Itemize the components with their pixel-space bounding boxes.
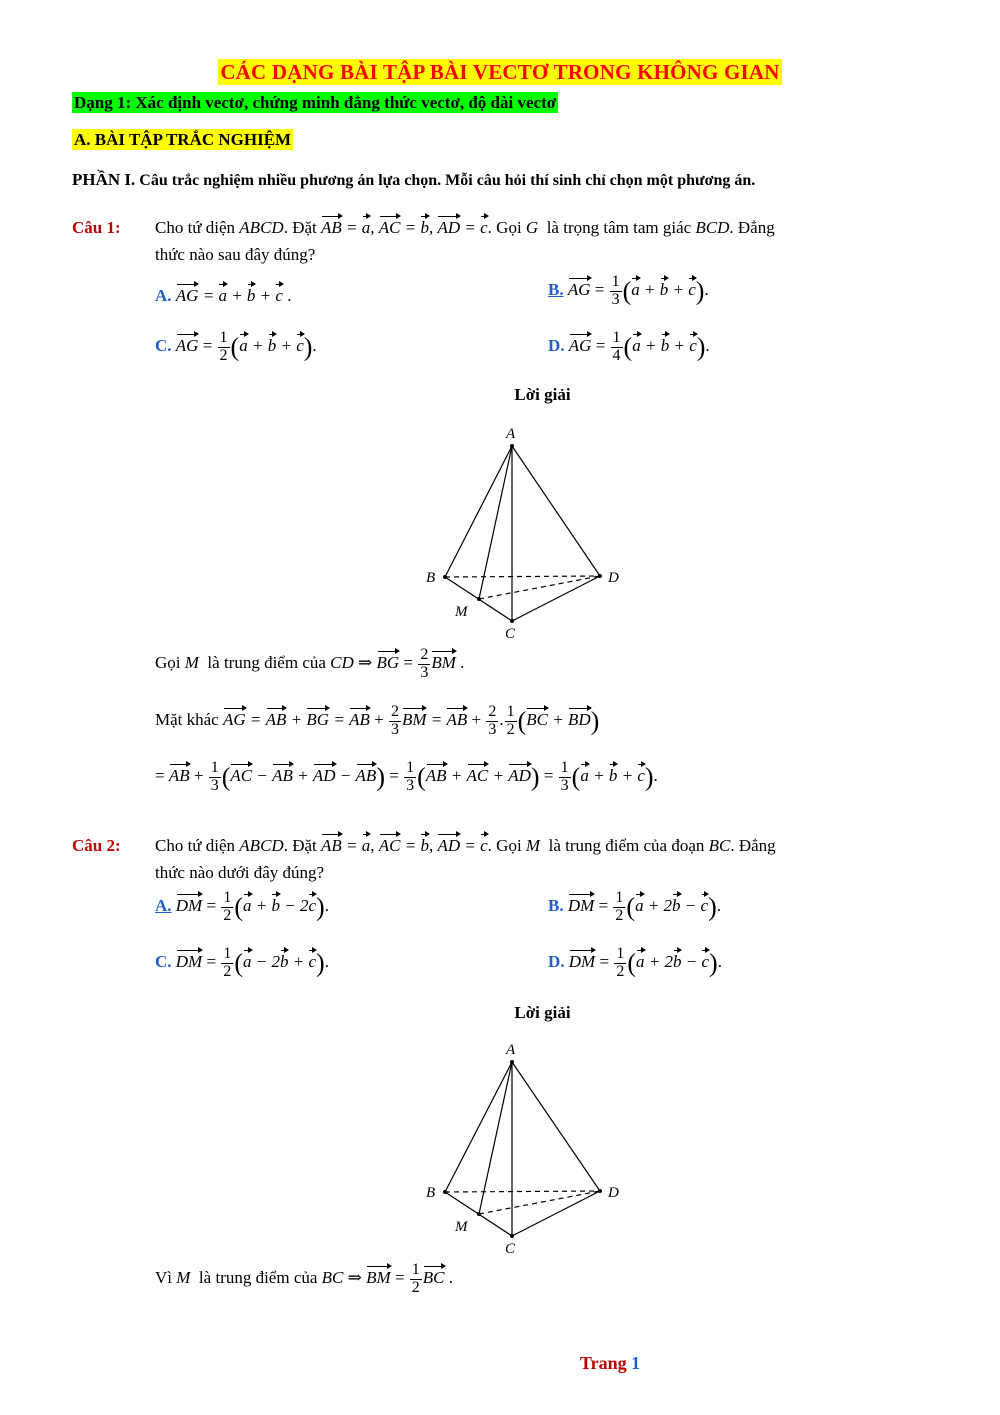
q2-option-d[interactable]: D. DM = $\frac{1}{2}$ (a + 2b − c). xyxy=(548,945,722,980)
tetrahedron-figure-1 xyxy=(400,420,640,645)
q1-option-a[interactable]: A. AG = a + b + c . xyxy=(155,286,292,305)
page-footer: Trang 1 xyxy=(579,1353,641,1373)
q1-solution-line-1: Gọi M là trung điểm của CD ⇒ BG = $\frac{2}{3}$ BM . xyxy=(155,646,465,681)
page-title: CÁC DẠNG BÀI TẬP BÀI VECTƠ TRONG KHÔNG GIAN xyxy=(220,60,780,84)
q2-solution-heading: Lời giải xyxy=(514,1003,571,1022)
q2-option-b[interactable]: B. DM = $\frac{1}{2}$ (a + 2b − c). xyxy=(548,889,721,924)
vertex-label-d: D xyxy=(608,570,619,586)
q1-solution-line-2: Mặt khác AG = AB + BG = AB + $\frac{2}{3}$ BM = AB + $\frac{2}{3}$ . $\frac{1}{2}$ (BC + BD) xyxy=(155,703,600,738)
vertex-label-b: B xyxy=(426,570,436,586)
vertex-label-c: C xyxy=(505,1241,516,1257)
q2-option-c[interactable]: C. DM = $\frac{1}{2}$ (a − 2b + c). xyxy=(155,945,329,980)
vertex-label-d: D xyxy=(608,1185,619,1201)
q1-option-b[interactable]: B. AG = $\frac{1}{3}$ (a + b + c). xyxy=(548,273,709,308)
vertex-label-b: B xyxy=(426,1185,436,1201)
question-1-text: Cho tứ diện ABCD. Đặt AB = a, AC = b, AD = c. Gọi G là trọng tâm tam giác BCD. Đẳng xyxy=(155,218,775,237)
vertex-label-a: A xyxy=(506,426,516,442)
page-number: 1 xyxy=(631,1353,641,1373)
q2-option-a[interactable]: A. DM = $\frac{1}{2}$ (a + b − 2c). xyxy=(155,889,329,924)
dang-heading: Dạng 1: Xác định vectơ, chứng minh đẳng thức vectơ, độ dài vectơ xyxy=(74,93,557,112)
point-label-m: M xyxy=(455,1219,468,1235)
q1-solution-line-3: = AB + $\frac{1}{3}$ (AC − AB + AD − AB) = $\frac{1}{3}$ (AB + AC + AD) = $\frac{1}{3}$ (a + b + c). xyxy=(155,759,658,794)
part-instruction: PHẦN I. Câu trắc nghiệm nhiều phương án lựa chọn. Mỗi câu hỏi thí sinh chỉ chọn một phương án. xyxy=(72,170,756,189)
question-2-text-2: thức nào dưới đây đúng? xyxy=(155,863,325,882)
vertex-label-c: C xyxy=(505,626,516,642)
q1-solution-heading: Lời giải xyxy=(514,385,571,404)
point-label-m: M xyxy=(455,604,468,620)
question-2-text: Cho tứ diện ABCD. Đặt AB = a, AC = b, AD = c. Gọi M là trung điểm của đoạn BC. Đẳng xyxy=(155,836,776,855)
question-2-label: Câu 2: xyxy=(72,836,121,855)
q1-option-d[interactable]: D. AG = $\frac{1}{4}$ (a + b + c). xyxy=(548,329,710,364)
q1-option-c[interactable]: C. AG = $\frac{1}{2}$ (a + b + c). xyxy=(155,329,317,364)
tetrahedron-figure-2 xyxy=(400,1036,640,1261)
question-1-label: Câu 1: xyxy=(72,218,121,237)
q2-solution-line-1: Vì M là trung điểm của BC ⇒ BM = $\frac{1}{2}$ BC . xyxy=(155,1261,454,1296)
vertex-label-a: A xyxy=(506,1042,516,1058)
question-1-text-2: thức nào sau đây đúng? xyxy=(155,245,316,264)
section-heading: A. BÀI TẬP TRẮC NGHIỆM xyxy=(74,130,292,149)
